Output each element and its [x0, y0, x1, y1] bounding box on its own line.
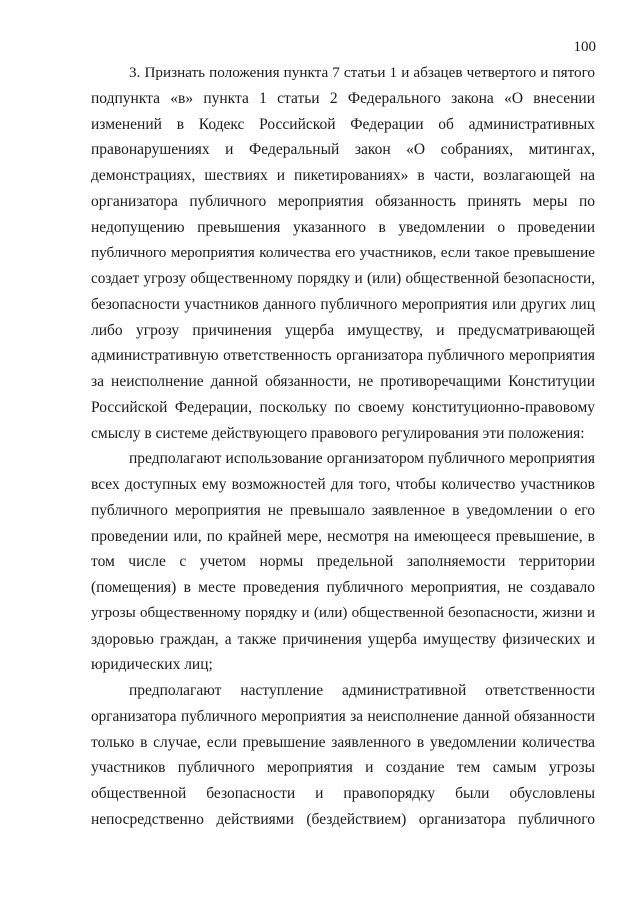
- text-line: демонстрациях, шествиях и пикетированиях» в части, возлагающей на: [91, 167, 595, 184]
- text-line: Российской Федерации, поскольку по своему конституционно-правовому: [91, 398, 595, 416]
- text-line: административную ответственность организатора публичного мероприятия: [91, 347, 595, 365]
- text-line: непосредственно действиями (бездействием) организатора публичного: [91, 810, 595, 828]
- text-line: угрозы общественному порядку и (или) общественной безопасности, жизни и: [91, 604, 595, 621]
- document-body: [91, 60, 595, 833]
- text-line: организатора публичного мероприятия обязанность принять меры по: [91, 192, 595, 210]
- text-line: изменений в Кодекс Российской Федерации об административных: [91, 115, 595, 133]
- text-line: за неисполнение данной обязанности, не противоречащими Конституции: [91, 373, 595, 390]
- text-line: всех доступных ему возможностей для того, чтобы количество участников: [91, 476, 595, 493]
- text-line: безопасности участников данного публичного мероприятия или других лиц: [91, 295, 595, 313]
- text-line: (помещения) в месте проведения публичного мероприятия, не создавало: [91, 579, 595, 596]
- text-line: создает угрозу общественному порядку и (или) общественной безопасности,: [91, 270, 595, 287]
- text-line: подпункта «в» пункта 1 статьи 2 Федерального закона «О внесении: [91, 89, 595, 107]
- text-line: правонарушениях и Федеральный закон «О собраниях, митингах,: [91, 141, 595, 159]
- page-number: 100: [573, 39, 596, 55]
- text-line: предполагают наступление административной ответственности: [129, 682, 595, 699]
- text-line: проведении или, по крайней мере, несмотря на имеющееся превышение, в: [91, 527, 595, 545]
- text-line: только в случае, если превышение заявленного в уведомлении количества: [91, 733, 595, 751]
- text-line: предполагают использование организатором публичного мероприятия: [129, 450, 595, 468]
- text-line: публичного мероприятия количества его участников, если такое превышение: [91, 244, 595, 262]
- text-line: здоровью граждан, а также причинения ущерба имуществу физических и: [91, 630, 595, 648]
- text-line: публичного мероприятия не превышало заявленное в уведомлении о его: [91, 501, 595, 519]
- text-line: либо угрозу причинения ущерба имуществу, и предусматривающей: [91, 321, 595, 339]
- text-line: общественной безопасности и правопорядку были обусловлены: [91, 785, 595, 802]
- text-line: смыслу в системе действующего правового регулирования эти положения:: [91, 424, 585, 442]
- paragraph: [91, 678, 595, 833]
- text-line: том числе с учетом нормы предельной заполняемости территории: [91, 553, 595, 571]
- text-line: юридических лиц;: [91, 656, 213, 674]
- text-line: организатора публичного мероприятия за неисполнение данной обязанности: [91, 707, 595, 725]
- paragraph: [91, 446, 595, 678]
- text-line: участников публичного мероприятия и создание тем самым угрозы: [91, 759, 595, 777]
- text-line: 3. Признать положения пункта 7 статьи 1 и абзацев четвертого и пятого: [129, 64, 595, 81]
- text-line: недопущению превышения указанного в уведомлении о проведении: [91, 218, 595, 236]
- paragraph: [91, 60, 595, 446]
